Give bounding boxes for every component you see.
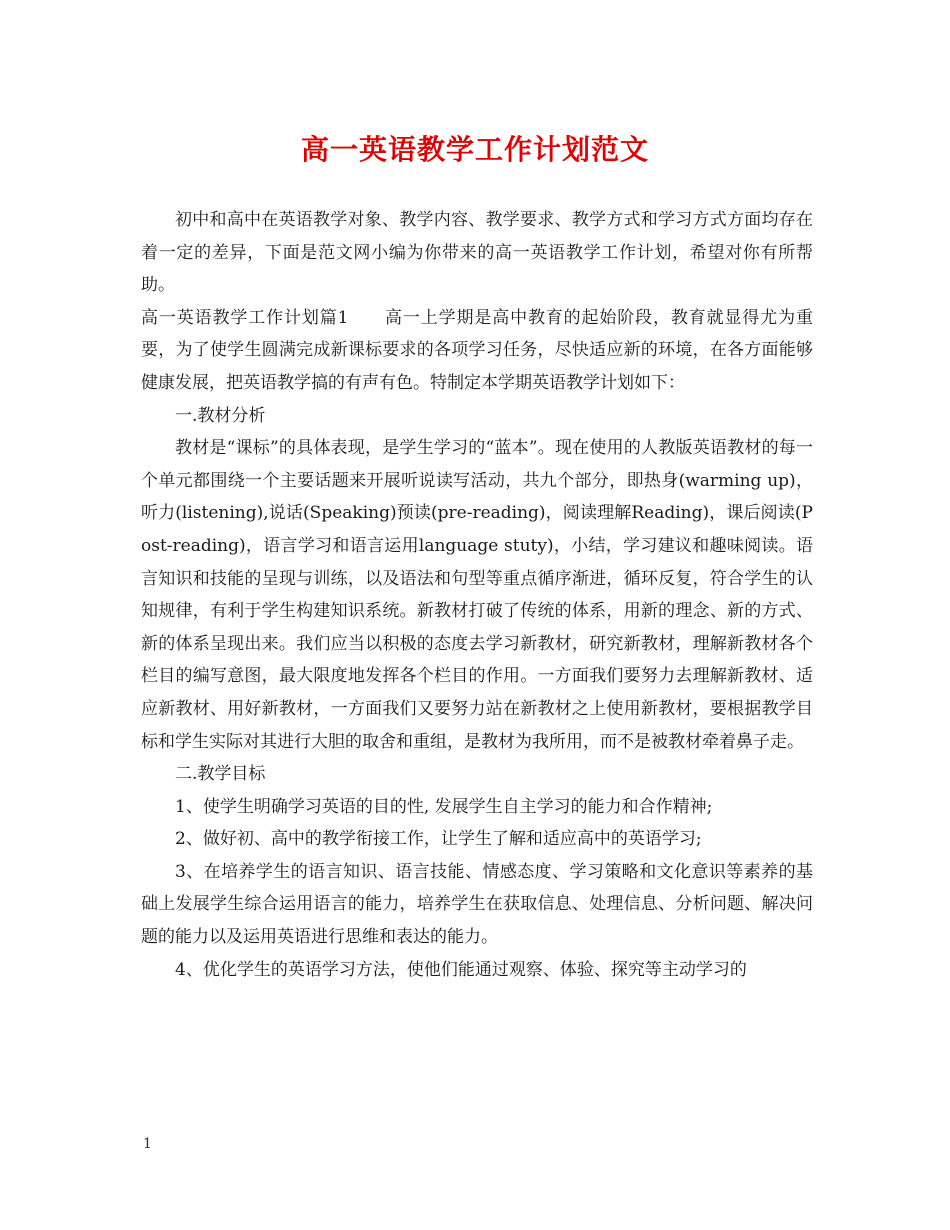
section-heading-teaching-goals: 二.教学目标: [175, 764, 266, 785]
goal-item-2: 2、做好初、高中的教学衔接工作，让学生了解和适应高中的英语学习;: [175, 829, 702, 850]
plan-intro-paragraph: 高一英语教学工作计划篇1 高一上学期是高中教育的起始阶段，教育就显得尤为重要，为了使学生圆满完成新课标要求的各项学习任务，尽快适应新的环境，在各方面能够健康发展，把英语教学搞的有声有色。特制定本学期英语教学计划如下：: [141, 307, 813, 393]
goal-item-4: 4、优化学生的英语学习方法，使他们能通过观察、体验、探究等主动学习的: [175, 959, 747, 980]
goal-item-3: 3、在培养学生的语言知识、语言技能、情感态度、学习策略和文化意识等素养的基础上发展学生综合运用语言的能力，培养学生在获取信息、处理信息、分析问题、解决问题的能力以及运用英语进行思维和表达的能力。: [141, 861, 813, 948]
page-number: 1: [143, 1136, 152, 1152]
document-body: [141, 204, 813, 986]
section-heading-textbook-analysis: 一.教材分析: [175, 405, 266, 426]
goal-item-1: 1、使学生明确学习英语的目的性, 发展学生自主学习的能力和合作精神;: [175, 796, 713, 817]
intro-paragraph: 初中和高中在英语教学对象、教学内容、教学要求、教学方式和学习方式方面均存在着一定的差异，下面是范文网小编为你带来的高一英语教学工作计划，希望对你有所帮助。: [141, 210, 813, 296]
document-title: 高一英语教学工作计划范文: [300, 133, 649, 166]
textbook-analysis-paragraph: 教材是“课标”的具体表现，是学生学习的“蓝本”。现在使用的人教版英语教材的每一个单元都围绕一个主要话题来开展听说读写活动，共九个部分，即热身(warming up)，听力(listening),说话(Speaking)预读(pre-reading)，阅读理解Reading)，课后阅读(Post-reading)，语言学习和语言运用language stuty)，小结，学习建议和趣味阅读。语言知识和技能的呈现与训练，以及语法和句型等重点循序渐进，循环反复，符合学生的认知规律，有利于学生构建知识系统。新教材打破了传统的体系，用新的理念、新的方式、新的体系呈现出来。我们应当以积极的态度去学习新教材，研究新教材，理解新教材各个栏目的编写意图，最大限度地发挥各个栏目的作用。一方面我们要努力去理解新教材、适应新教材、用好新教材，一方面我们又要努力站在新教材之上使用新教材，要根据教学目标和学生实际对其进行大胆的取舍和重组，是教材为我所用，而不是被教材牵着鼻子走。: [141, 438, 813, 752]
